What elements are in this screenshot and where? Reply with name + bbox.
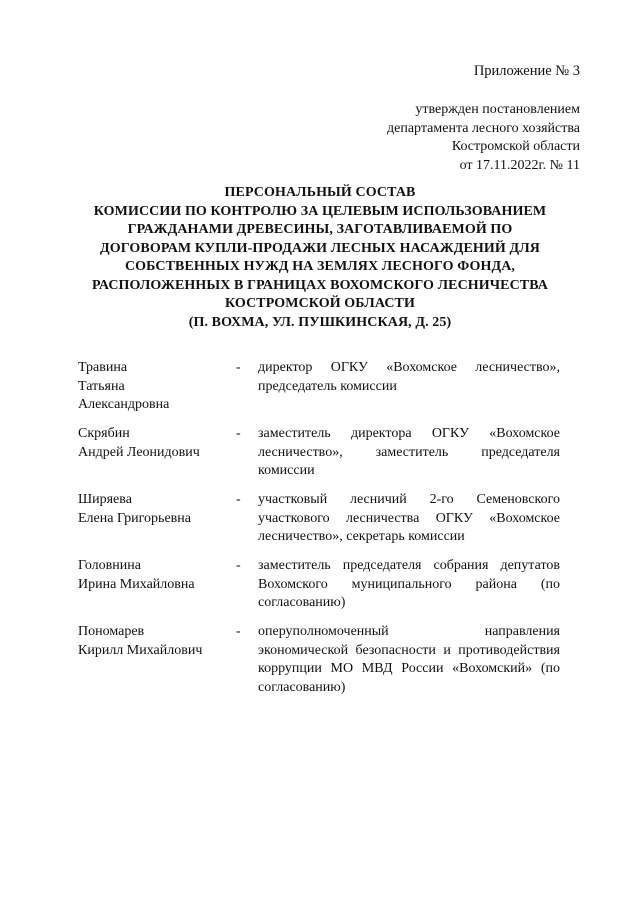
title-line: (П. ВОХМА, УЛ. ПУШКИНСКАЯ, Д. 25) [188, 314, 452, 330]
approval-line: Костромской области [451, 139, 580, 154]
approval-line: департамента лесного хозяйства [387, 120, 580, 136]
title-line: СОБСТВЕННЫХ НУЖД НА ЗЕМЛЯХ ЛЕСНОГО ФОНДА, [124, 259, 516, 274]
member-row [78, 557, 560, 613]
member-role: директор ОГКУ «Вохомское лесничество», председатель комиссии [258, 360, 560, 394]
title-line: КОСТРОМСКОЙ ОБЛАСТИ [225, 296, 415, 311]
member-surname: Скрябин [78, 426, 130, 441]
dash-separator: - [236, 624, 241, 639]
title-line: КОМИССИИ ПО КОНТРОЛЮ ЗА ЦЕЛЕВЫМ ИСПОЛЬЗОВАНИЕМ [93, 203, 547, 219]
dash-separator: - [236, 426, 241, 441]
dash-separator: - [236, 558, 241, 573]
approval-block [387, 101, 580, 175]
member-row [78, 425, 560, 481]
member-surname: Травина [78, 360, 128, 375]
member-row [78, 491, 560, 547]
member-given-names: Кирилл Михайлович [78, 642, 203, 658]
document-title [60, 184, 580, 332]
member-row [78, 359, 560, 415]
member-role: участковый лесничий 2-го Семеновского участкового лесничества ОГКУ «Вохомское лесничество», секретарь комиссии [258, 492, 560, 544]
title-line: ПЕРСОНАЛЬНЫЙ СОСТАВ [224, 185, 416, 200]
member-role: оперуполномоченный направления экономической безопасности и противодействия коррупции МО МВД России «Вохомский» (по согласованию) [258, 624, 560, 695]
member-name [78, 425, 236, 481]
member-given-names: Ирина Михайловна [78, 576, 195, 592]
member-surname: Головнина [78, 558, 141, 573]
dash-separator: - [236, 492, 241, 507]
member-name [78, 623, 236, 697]
member-patronymic: Александровна [78, 397, 170, 412]
member-name [78, 557, 236, 613]
member-given-names: Андрей Леонидович [78, 444, 200, 460]
commission-members-list [78, 359, 560, 708]
title-line: РАСПОЛОЖЕННЫХ В ГРАНИЦАХ ВОХОМСКОГО ЛЕСНИЧЕСТВА [91, 277, 549, 293]
member-row [78, 623, 560, 697]
approval-date-line: от 17.11.2022г. № 11 [459, 157, 580, 173]
member-surname: Ширяева [78, 492, 132, 507]
member-first-name: Татьяна [78, 378, 125, 394]
member-role: заместитель председателя собрания депутатов Вохомского муниципального района (по согласованию) [258, 558, 560, 610]
appendix-number: Приложение № 3 [473, 63, 580, 79]
approval-line: утвержден постановлением [415, 102, 580, 117]
dash-separator: - [236, 360, 241, 375]
member-name [78, 491, 236, 547]
member-name [78, 359, 236, 415]
title-line: ГРАЖДАНАМИ ДРЕВЕСИНЫ, ЗАГОТАВЛИВАЕМОЙ ПО [127, 222, 513, 237]
member-given-names: Елена Григорьевна [78, 510, 191, 526]
member-role: заместитель директора ОГКУ «Вохомское лесничество», заместитель председателя комиссии [258, 426, 560, 478]
title-line: ДОГОВОРАМ КУПЛИ-ПРОДАЖИ ЛЕСНЫХ НАСАЖДЕНИЙ ДЛЯ [100, 240, 540, 256]
member-surname: Пономарев [78, 624, 145, 639]
